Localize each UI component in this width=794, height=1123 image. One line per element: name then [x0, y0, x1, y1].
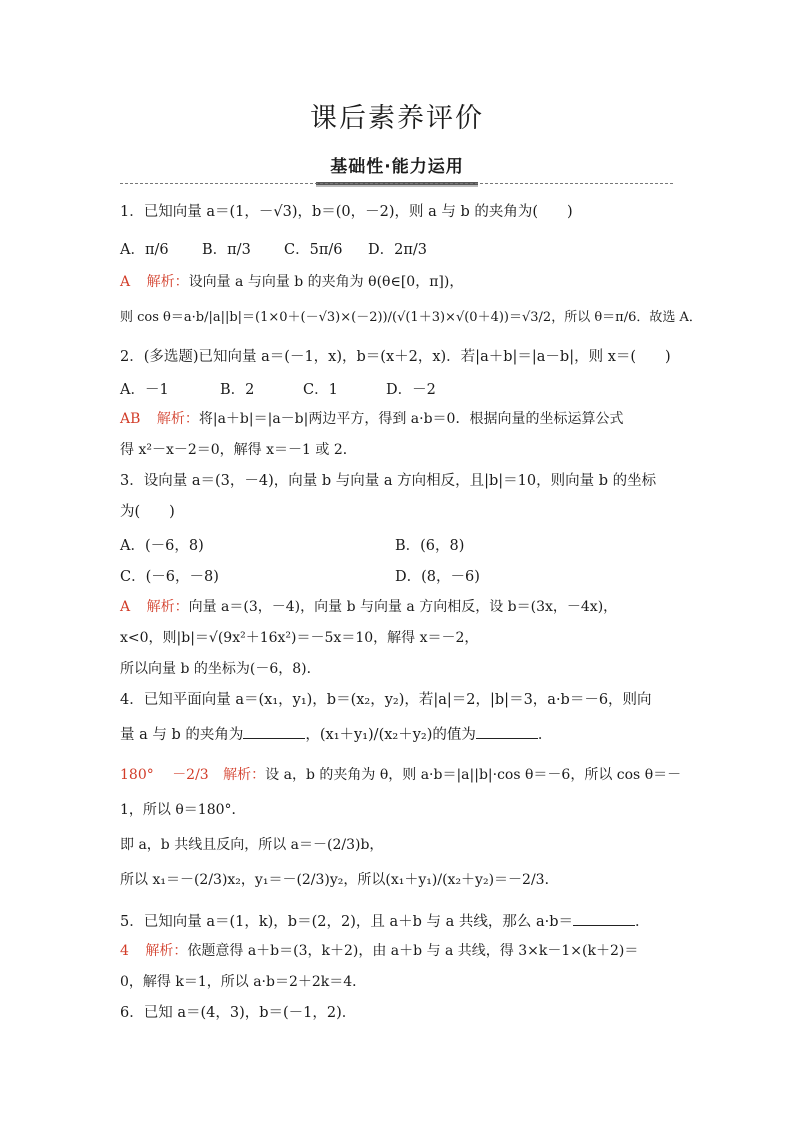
q5-solution-label: 解析： [145, 943, 188, 959]
q2-option-b: B．2 [220, 382, 255, 398]
q5-answer: 4 [120, 943, 129, 959]
q3-solution-text-1: 向量 a＝(3，－4)，向量 b 与向量 a 方向相反，设 b＝(3x，－4x)， [188, 599, 618, 615]
q2-solution-line-2: 得 x²－x－2＝0，解得 x＝－1 或 2． [120, 442, 357, 458]
q5-solution-line-2: 0，解得 k＝1，所以 a·b＝2＋2k＝4． [120, 974, 367, 990]
q4-solution-label: 解析： [223, 767, 266, 783]
q1-option-d: D．2π/3 [368, 242, 427, 258]
q4-solution-text-1: 设 a，b 的夹角为 θ，则 a·b＝|a||b|·cos θ＝－6，所以 cos θ＝－ [265, 767, 682, 783]
q4-stem-part-4: ． [537, 727, 553, 743]
q5-blank[interactable] [573, 911, 635, 926]
q1-solution-label: 解析： [146, 274, 189, 290]
q4-stem-part-1: 量 a 与 b 的夹角为 [120, 727, 244, 743]
q1-option-c: C．5π/6 [284, 242, 343, 258]
q5-stem [120, 911, 680, 932]
q4-solution-line-2: 1，所以 θ＝180°． [120, 802, 246, 818]
q3-solution-line-2: x<0，则|b|＝√(9x²＋16x²)＝－5x＝10，解得 x＝－2， [120, 630, 479, 646]
q2-solution-line-1 [120, 409, 680, 429]
q3-stem-line-2: 为( ) [120, 504, 175, 520]
q1-solution-line-2: 则 cos θ＝a·b/|a||b|＝(1×0＋(－√3)×(－2))/(√(1＋3)×√(0＋4))＝√3/2，所以 θ＝π/6．故选 A． [120, 310, 702, 325]
dashed-divider [120, 183, 673, 184]
q5-solution-line-1 [120, 941, 680, 961]
q1-option-b: B．π/3 [202, 242, 251, 258]
q1-solution-line-1 [120, 272, 680, 292]
q3-solution-line-1 [120, 597, 680, 617]
q2-solution-text-1: 将|a＋b|＝|a－b|两边平方，得到 a·b＝0．根据向量的坐标运算公式 [198, 411, 624, 427]
q1-solution-text-1: 设向量 a 与向量 b 的夹角为 θ(θ∈[0，π])， [188, 274, 464, 290]
q3-option-d: D．(8，－6) [395, 569, 480, 585]
q2-option-d: D．－2 [386, 382, 436, 398]
q4-blank-1[interactable] [243, 724, 305, 739]
q4-stem-line-1: 4．已知平面向量 a＝(x₁，y₁)，b＝(x₂，y₂)，若|a|＝2，|b|＝3，a·b＝－6，则向 [120, 692, 652, 708]
q3-option-c: C．(－6，－8) [120, 569, 219, 585]
q3-option-a: A．(－6，8) [120, 538, 204, 554]
q1-option-a: A．π/6 [120, 242, 169, 258]
q4-solution-line-1 [120, 765, 680, 785]
q6-stem: 6．已知 a＝(4，3)，b＝(－1，2)． [120, 1005, 357, 1021]
q4-solution-line-4: 所以 x₁＝－(2/3)x₂，y₁＝－(2/3)y₂，所以(x₁＋y₁)/(x₂＋y₂)＝－2/3． [120, 872, 559, 888]
q2-option-c: C．1 [303, 382, 338, 398]
q4-answer-2: －2/3 [172, 767, 209, 783]
q2-answer: AB [120, 411, 141, 427]
q4-stem-part-2: ， [305, 727, 320, 743]
q3-solution-line-3: 所以向量 b 的坐标为(－6，8)． [120, 661, 321, 677]
q1-stem: 1．已知向量 a＝(1，－√3)，b＝(0，－2)，则 a 与 b 的夹角为( ) [120, 204, 573, 220]
page-title: 课后素养评价 [310, 103, 484, 134]
q4-blank-2[interactable] [476, 724, 538, 739]
q2-solution-label: 解析： [156, 411, 199, 427]
q3-option-b: B．(6，8) [395, 538, 465, 554]
q4-solution-line-3: 即 a，b 共线且反向，所以 a＝－(2/3)b， [120, 837, 384, 853]
q3-solution-label: 解析： [146, 599, 189, 615]
q3-stem-line-1: 3．设向量 a＝(3，－4)，向量 b 与向量 a 方向相反，且|b|＝10，则向量 b 的坐标 [120, 473, 657, 489]
q4-stem-line-2 [120, 724, 680, 745]
q4-answer-1: 180° [120, 767, 154, 783]
section-header [120, 152, 673, 192]
q5-solution-text-1: 依题意得 a＋b＝(3，k＋2)，由 a＋b 与 a 共线，得 3×k－1×(k＋2)＝ [187, 943, 639, 959]
section-title: 基础性·能力运用 [316, 152, 478, 185]
q3-answer: A [120, 599, 131, 615]
q2-option-a: A．－1 [120, 382, 169, 398]
q4-stem-part-3: (x₁＋y₁)/(x₂＋y₂)的值为 [319, 727, 476, 743]
q1-answer: A [120, 274, 131, 290]
q5-stem-end: ． [635, 914, 650, 930]
q2-stem: 2．(多选题)已知向量 a＝(－1，x)，b＝(x＋2，x)．若|a＋b|＝|a－b|，则 x＝( ) [120, 349, 671, 365]
q5-stem-text: 5．已知向量 a＝(1，k)，b＝(2，2)，且 a＋b 与 a 共线，那么 a·b＝ [120, 914, 574, 930]
